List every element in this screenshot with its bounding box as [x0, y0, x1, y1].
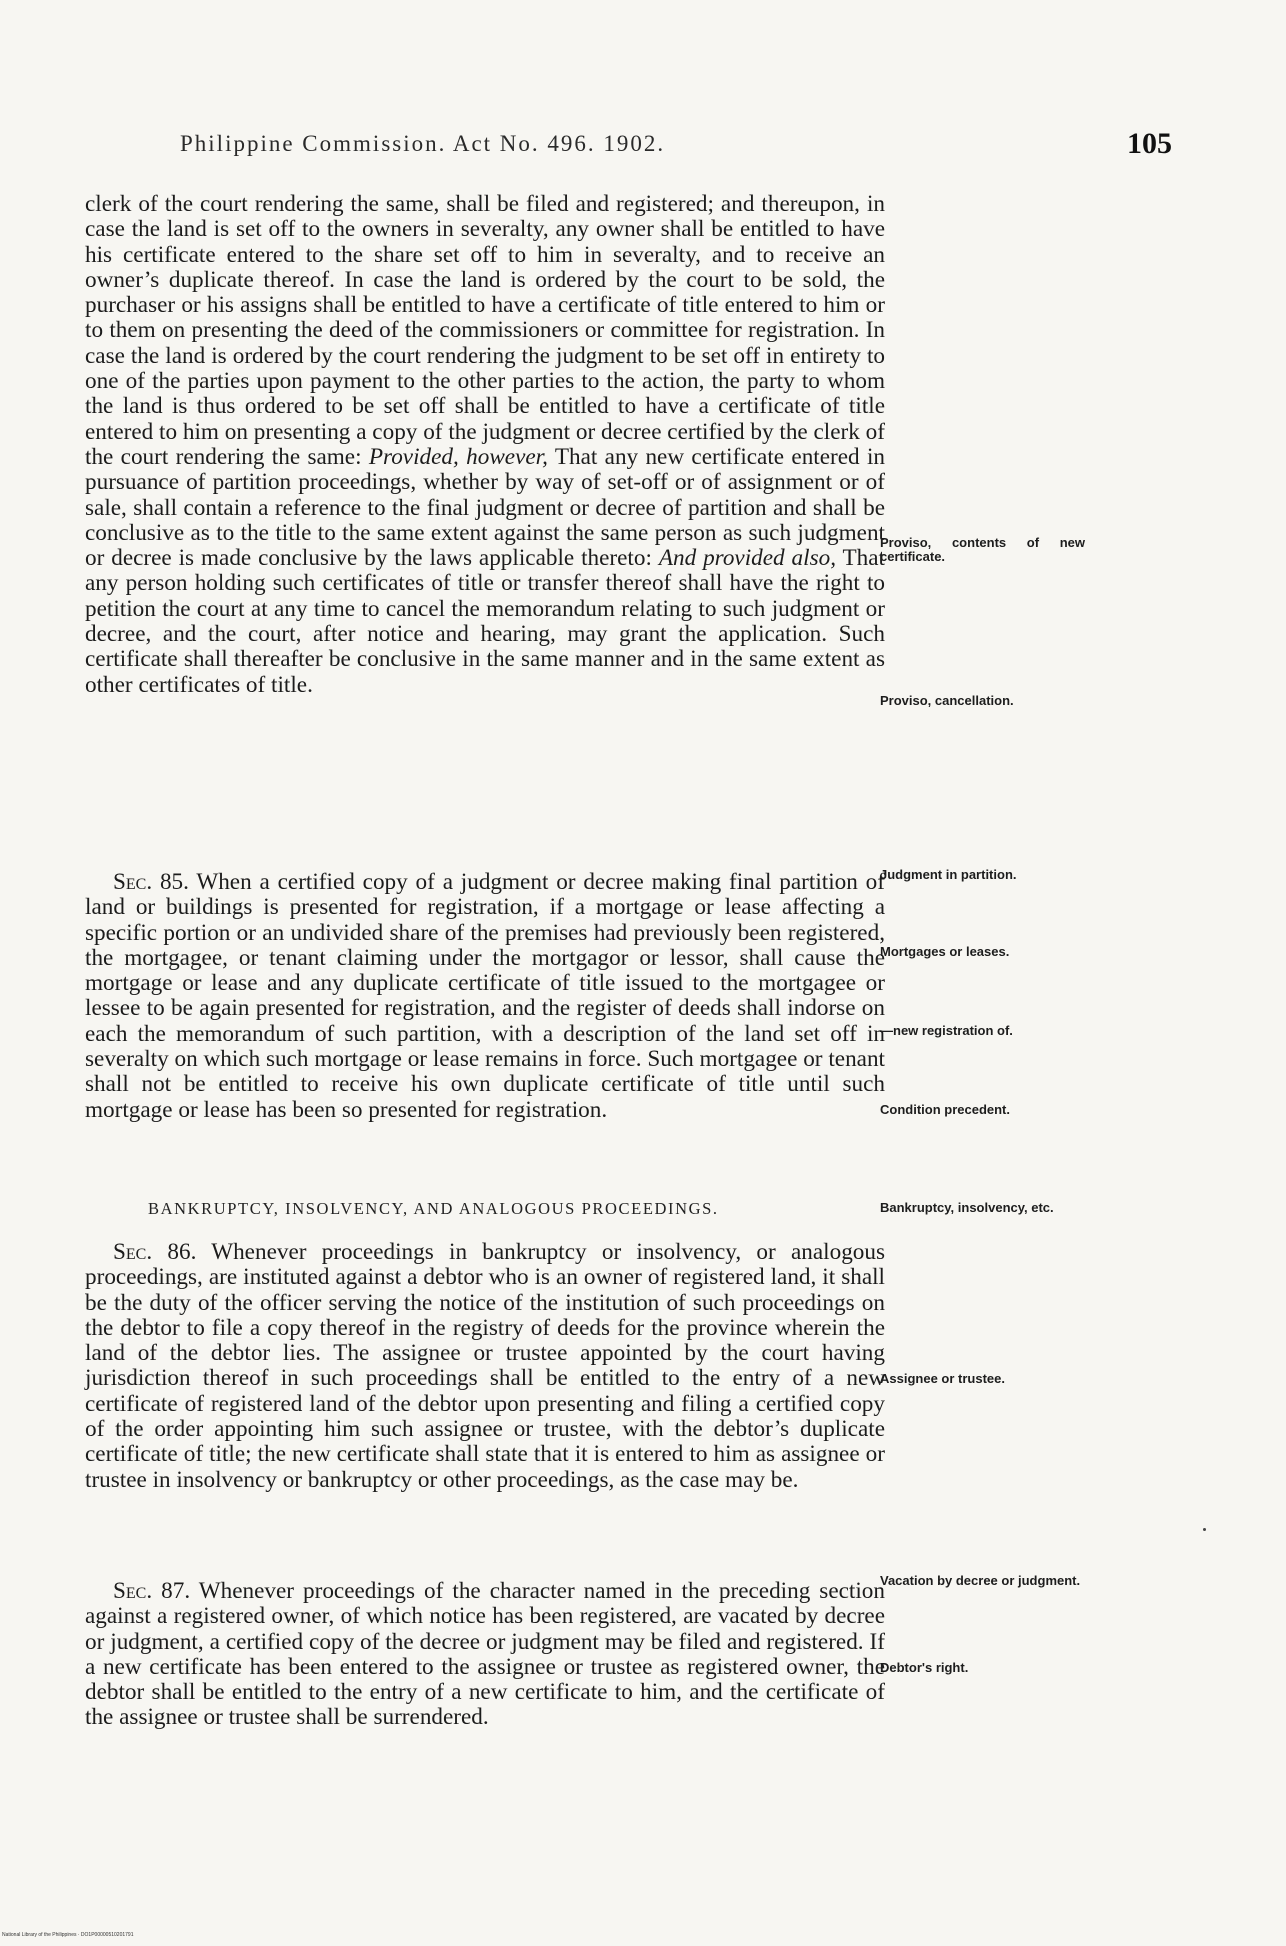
section-87 — [85, 1579, 885, 1731]
margin-note: Debtor's right. — [880, 1660, 969, 1675]
margin-note: Bankruptcy, insolvency, etc. — [880, 1200, 1054, 1215]
paragraph-partition-continued — [85, 192, 885, 698]
running-head: Philippine Commission. Act No. 496. 1902. — [180, 131, 666, 156]
section-heading: BANKRUPTCY, INSOLVENCY, AND ANALOGOUS PROCEEDINGS. — [148, 1199, 719, 1218]
margin-note: Proviso, cancellation. — [880, 693, 1014, 708]
paragraph-text: That any person holding such certificates of title or transfer thereof shall have the right to petition the court at any time to cancel the memorandum relating to such judgment or decree, and the court, after notice and hearing, may grant the application. Such certificate shall thereafter be conclusive in the same manner and in the same extent as other certificates of title. — [85, 545, 885, 698]
margin-note: Judgment in partition. — [880, 867, 1017, 882]
section-text: Whenever proceedings in bankruptcy or insolvency, or analogous proceedings, are instituted against a debtor who is an owner of registered land, it shall be the duty of the officer serving the notice of the institution of such proceedings on the debtor to file a copy thereof in the registry of deeds for the province wherein the land of the debtor lies. The assignee or trustee appointed by the court having jurisdiction thereof in such proceedings shall be entitled to the entry of a new certificate of registered land of the debtor upon presenting and filing a certified copy of the order appointing him such assignee or trustee, with the debtor’s duplicate certificate of title; the new certificate shall state that it is entered to him as assignee or trustee in insolvency or bankruptcy or other proceedings, as the case may be. — [85, 1239, 885, 1493]
section-85 — [85, 870, 885, 1123]
margin-note: —new registration of. — [880, 1023, 1013, 1038]
margin-note: Condition precedent. — [880, 1102, 1010, 1117]
margin-note: Assignee or trustee. — [880, 1371, 1005, 1386]
margin-note: Vacation by decree or judgment. — [880, 1573, 1081, 1588]
scan-speck — [1203, 1528, 1206, 1531]
paragraph-text: That any new certificate entered in pursuance of partition proceedings, whether by way of set-off or of assignment or of sale, shall contain a reference to the final judgment or decree of partition and shall be conclusive as to the title to the same extent against the same person as such judgment or decree is made conclusive by the laws applicable thereto: — [85, 443, 885, 572]
margin-note: Mortgages or leases. — [880, 944, 1010, 959]
page-number: 105 — [1127, 127, 1172, 160]
paragraph-text: clerk of the court rendering the same, shall be filed and registered; and thereupon, in case the land is set off to the owners in severalty, any owner shall be entitled to have his certificate entered to the share set off to him in severalty, and to receive an owner’s duplicate thereof. In case the land is ordered by the court to be sold, the purchaser or his assigns shall be entitled to have a certificate of title entered to him or to them on presenting the deed of the commissioners or committee for registration. In case the land is ordered by the court rendering the judgment to be set off in entirety to one of the parties upon payment to the other parties to the action, the party to whom the land is thus ordered to be set off shall be entitled to have a certificate of title entered to him on presenting a copy of the judgment or decree certified by the clerk of the court rendering the same: — [85, 191, 885, 470]
section-86 — [85, 1240, 885, 1493]
section-text: When a certified copy of a judgment or decree making final partition of land or buildings is presented for registration, if a mortgage or lease affecting a specific portion or an undivided share of the premises had previously been registered, the mortgagee, or tenant claiming under the mortgagor or lessor, shall cause the mortgage or lease and any duplicate certificate of title issued to the mortgagee or lessee to be again presented for registration, and the register of deeds shall indorse on each the memorandum of such partition, with a description of the land set off in severalty on which such mortgage or lease remains in force. Such mortgagee or tenant shall not be entitled to receive his own duplicate certificate of title until such mortgage or lease has been so presented for registration. — [85, 869, 885, 1123]
section-label: Sec. 87. — [113, 1578, 191, 1604]
section-label: Sec. 85. — [113, 869, 189, 895]
margin-note: Proviso, contents of new certificate. — [880, 535, 1085, 564]
scan-footer: National Library of the Philippines · DO1P00000510201791 — [2, 1932, 134, 1938]
section-text: Whenever proceedings of the character named in the preceding section against a registered owner, of which notice has been registered, are vacated by decree or judgment, a certified copy of the decree or judgment may be filed and registered. If a new certificate has been entered to the assignee or trustee as registered owner, the debtor shall be entitled to the entry of a new certificate to him, and the certificate of the assignee or trustee shall be surrendered. — [85, 1578, 885, 1731]
proviso-emphasis: Provided, however, — [368, 443, 548, 470]
proviso-emphasis: And provided also, — [658, 545, 837, 572]
section-label: Sec. 86. — [113, 1239, 197, 1265]
